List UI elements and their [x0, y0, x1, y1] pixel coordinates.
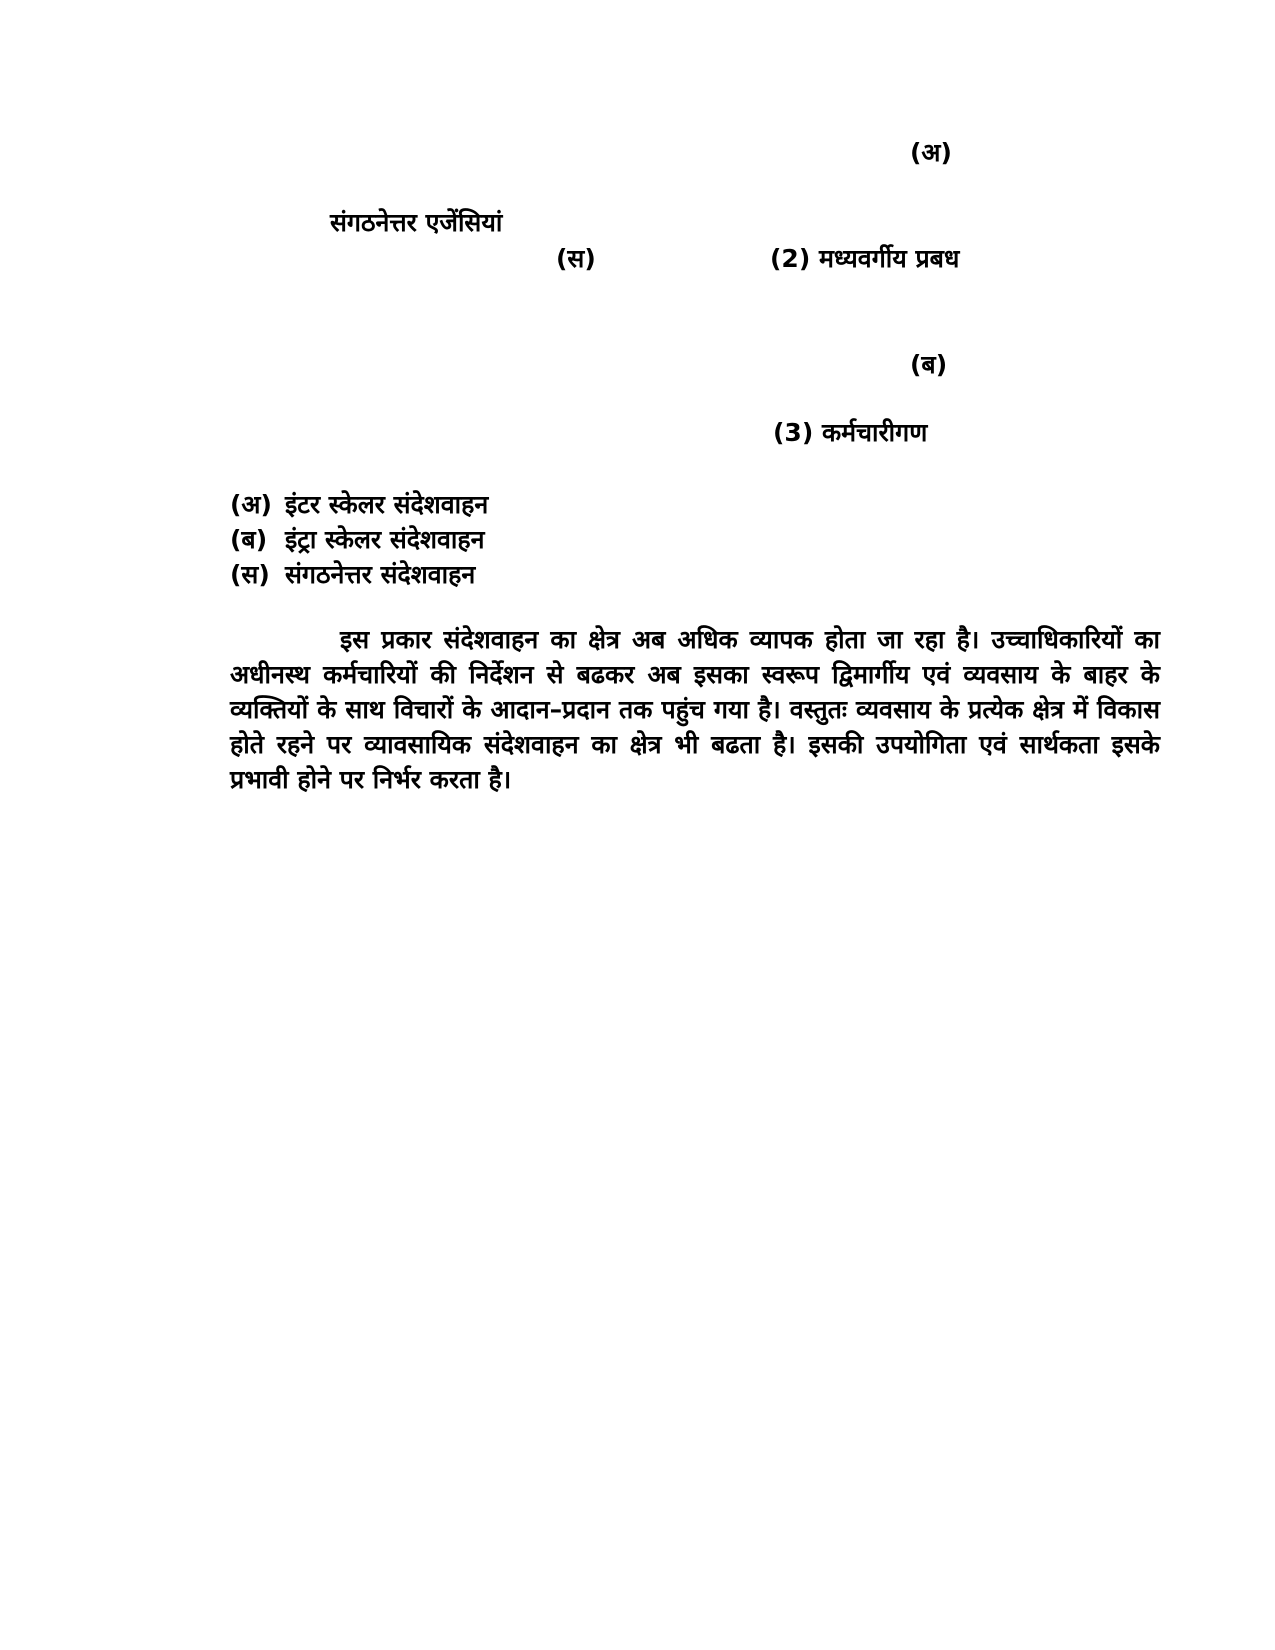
legend-text: संगठनेत्तर संदेशवाहन — [285, 560, 476, 589]
legend-marker: (अ) — [230, 490, 272, 519]
diagram-label-employees: (3) कर्मचारीगण — [773, 418, 928, 447]
diagram-label-middle-management: (2) मध्यवर्गीय प्रबध — [770, 244, 960, 273]
legend-text: इंटर स्केलर संदेशवाहन — [285, 490, 489, 519]
legend-marker: (स) — [230, 560, 270, 589]
legend-item — [230, 487, 488, 522]
diagram-label-b: (ब) — [910, 350, 948, 379]
legend-list — [230, 487, 488, 592]
body-paragraph: इस प्रकार संदेशवाहन का क्षेत्र अब अधिक व्यापक होता जा रहा है। उच्चाधिकारियों का अधीनस्थ कर्मचारियों की निर्देशन से बढकर अब इसका स्वरूप द्विमार्गीय एवं व्यवसाय के बाहर के व्यक्तियों के साथ विचारों के आदान–प्रदान तक पहुंच गया है। वस्तुतः व्यवसाय के प्रत्येक क्षेत्र में विकास होते रहने पर व्यावसायिक संदेशवाहन का क्षेत्र भी बढता है। इसकी उपयोगिता एवं सार्थकता इसके प्रभावी होने पर निर्भर करता है। — [230, 625, 1160, 794]
diagram-label-sa: (स) — [556, 244, 596, 273]
diagram-label-agencies: संगठनेत्तर एजेंसियां — [330, 208, 503, 237]
legend-item — [230, 557, 488, 592]
legend-item — [230, 522, 488, 557]
legend-text: इंट्रा स्केलर संदेशवाहन — [285, 525, 485, 554]
legend-marker: (ब) — [230, 525, 268, 554]
diagram-label-a: (अ) — [910, 138, 952, 167]
